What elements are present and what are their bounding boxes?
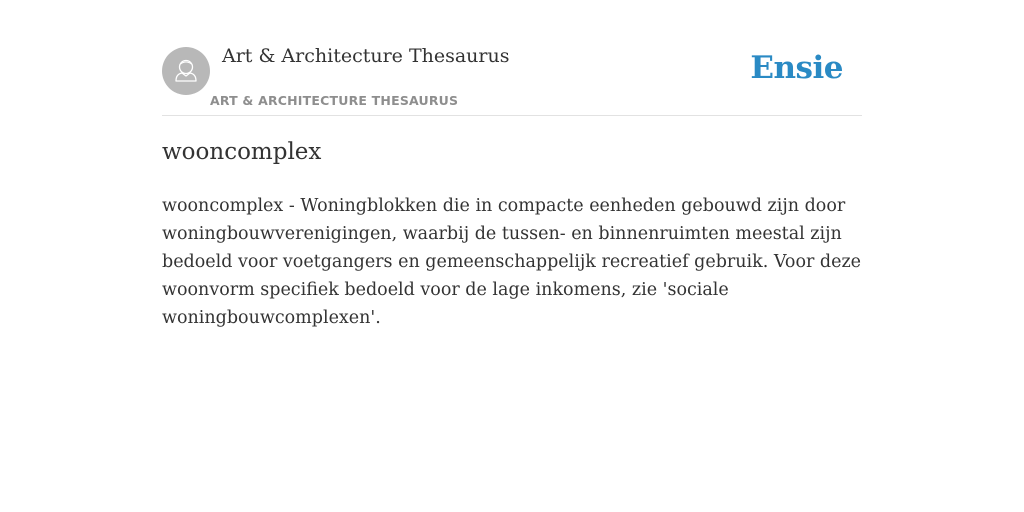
page-container	[162, 0, 862, 512]
entry-header	[162, 0, 862, 116]
avatar[interactable]	[162, 47, 210, 95]
entry-definition: wooncomplex - Woningblokken die in compacte eenheden gebouwd zijn door woningbouwverenigingen, waarbij de tussen- en binnenruimten meestal zijn bedoeld voor voetgangers en gemeenschappelijk recreatief gebruik. Voor deze woonvorm specifiek bedoeld voor de lage inkomens, zie 'sociale woningbouwcomplexen'.	[162, 196, 862, 328]
author-subtitle: ART & ARCHITECTURE THESAURUS	[210, 93, 459, 108]
entry-title: wooncomplex	[162, 139, 322, 165]
ensie-logo[interactable]: Ensie	[750, 50, 843, 86]
author-name-link[interactable]: Art & Architecture Thesaurus	[222, 45, 510, 67]
user-silhouette-icon	[162, 47, 210, 95]
